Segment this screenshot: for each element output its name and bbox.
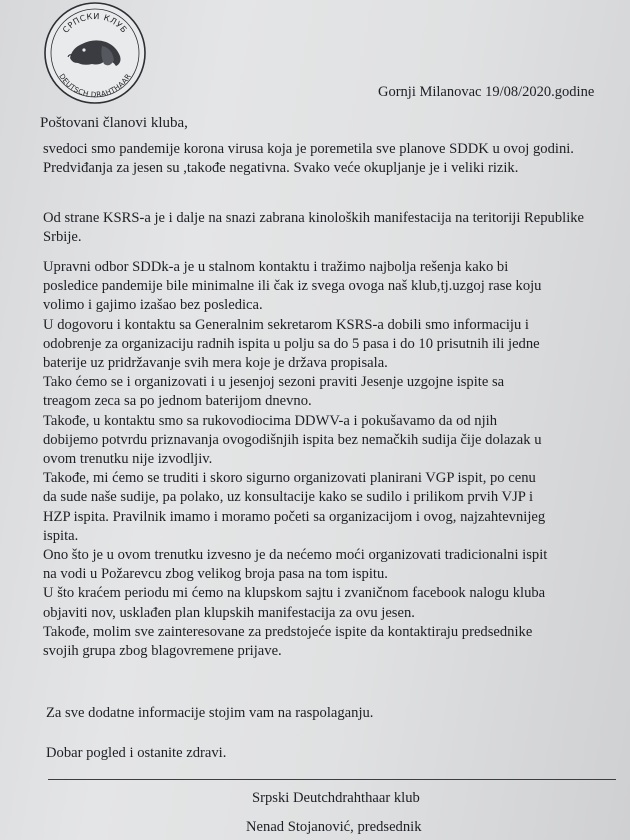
body-line: baterije uz pridržavanje svih mera koje je država propisala. [43,355,388,372]
body-line: dobijemo potvrdu priznavanja ovogodišnjih ispita bez nemačkih sudija čije dolazak u [43,431,542,448]
body-line: HZP ispita. Pravilnik imamo i moramo početi sa organizacijom i ovog, najzahtevnijeg [43,508,546,525]
paragraph-pandemic: svedoci smo pandemije korona virusa koja je poremetila sve planove SDDK u ovoj godini. Predviđanja za jesen su ,takođe negativna. Svako veće okupljanje je i veliki rizik. [43,141,574,177]
body-line: Ono što je u ovom trenutku izvesno je da nećemo moći organizovati tradicionalni ispit [43,547,548,564]
place-date: Gornji Milanovac 19/08/2020.godine [378,84,595,100]
body-line: Takođe, mi ćemo se truditi i skoro sigurno organizovati planirani VGP ispit, po cenu [43,470,536,487]
club-logo [42,0,148,106]
letter-body-lines [43,258,618,661]
signature-name: Nenad Stojanović, predsednik [246,819,422,835]
paragraph-ksrs-ban: Od strane KSRS-a je i dalje na snazi zabrana kinoloških manifestacija na teritoriji Republike Srbije. [43,210,585,246]
body-line: Takođe, molim sve zainteresovane za predstojeće ispite da kontaktiraju predsednike [43,623,533,640]
body-line: volimo i gajimo izašao bez posledica. [43,297,263,314]
body-line: da sude naše sudije, pa polako, uz konsultacije kako se sudilo i prilikom prvih VJP i [43,489,534,506]
body-line: ovom trenutku nije izvodljiv. [43,451,213,468]
body-line: U što kraćem periodu mi ćemo na klupskom sajtu i zvaničnom facebook nalogu kluba [43,585,546,602]
body-line: odobrenje za organizaciju radnih ispita u polju sa do 5 pasa i do 10 prisutnih ili jedne [43,335,540,352]
body-line: Upravni odbor SDDk-a je u stalnom kontaktu i tražimo najbolja rešenja kako bi [43,259,509,275]
salutation: Poštovani članovi kluba, [40,115,188,131]
signature-divider [48,779,616,780]
signature-club: Srpski Deutchdrahthaar klub [252,790,420,806]
body-line: Takođe, u kontaktu smo sa rukovodiocima DDWV-a i pokušavamo da od njih [43,412,498,429]
closing-greeting: Dobar pogled i ostanite zdravi. [46,745,227,761]
body-line: objaviti nov, usklađen plan klupskih manifestacija za ovu jesen. [43,604,415,621]
body-line: svojih grupa zbog blagovremene prijave. [43,643,282,660]
body-line: na vodi u Požarevcu zbog velikog broja pasa na tom ispitu. [43,566,388,583]
logo-text-top: СРПСКИ КЛУБ [60,10,130,35]
body-line: U dogovoru i kontaktu sa Generalnim sekretarom KSRS-a dobili smo informaciju i [43,316,529,333]
body-line: ispita. [43,527,79,544]
closing-info: Za sve dodatne informacije stojim vam na raspolaganju. [46,705,374,721]
body-line: treagom zeca sa po jednom baterijom dnevno. [43,393,312,410]
logo-text-bottom: DEUTSCH DRAHTHAAR [57,71,133,100]
body-line: posledice pandemije bile minimalne ili čak iz svega ovoga naš klub,tj.uzgoj rase koju [43,278,542,295]
body-line: Tako ćemo se i organizovati i u jesenjoj sezoni praviti Jesenje uzgojne ispite sa [43,374,505,391]
